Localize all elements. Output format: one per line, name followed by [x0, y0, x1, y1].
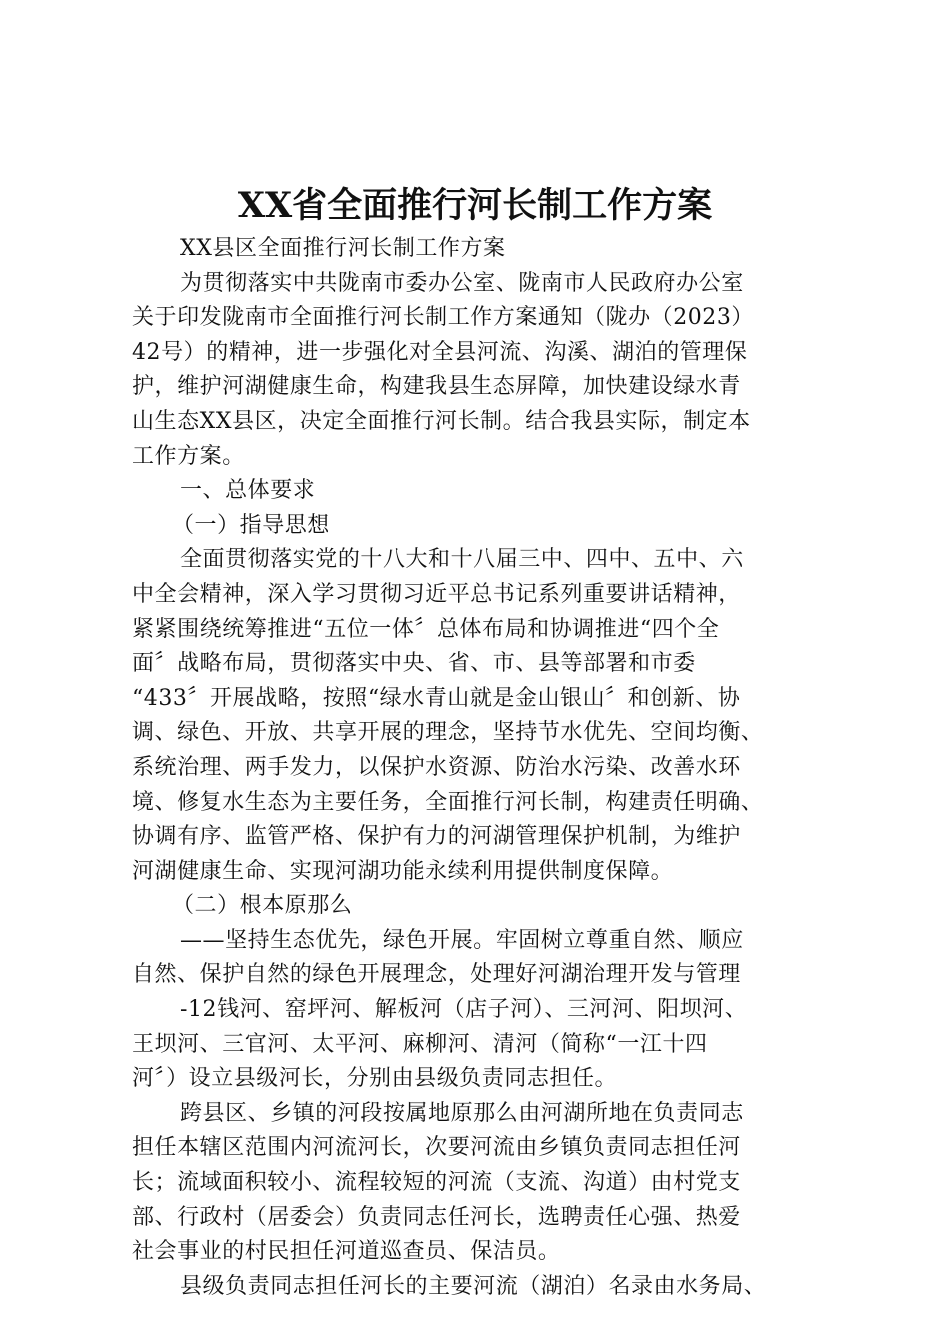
document-title: XX省全面推行河长制工作方案 [237, 185, 713, 226]
paragraph-line: 为贯彻落实中共陇南市委办公室、陇南市人民政府办公室 [180, 270, 744, 296]
paragraph-line: 河〞）设立县级河长，分别由县级负责同志担任。 [132, 1066, 618, 1092]
subsection-heading: （一）指导思想 [172, 512, 330, 538]
paragraph-line: 长；流域面积较小、流程较短的河流（支流、沟道）由村党支 [132, 1170, 741, 1196]
paragraph-line: 关于印发陇南市全面推行河长制工作方案通知（陇办（2023） [132, 305, 754, 331]
paragraph-line: 河湖健康生命、实现河湖功能永续利用提供制度保障。 [132, 858, 674, 884]
paragraph-line: 面〞战略布局，贯彻落实中央、省、市、县等部署和市委 [132, 651, 696, 677]
paragraph-line: 山生态XX县区，决定全面推行河长制。结合我县实际，制定本 [132, 408, 751, 434]
paragraph-line: XX县区全面推行河长制工作方案 [180, 236, 506, 261]
paragraph-line: 跨县区、乡镇的河段按属地原那么由河湖所地在负责同志 [180, 1100, 744, 1126]
paragraph-line: ——坚持生态优先，绿色开展。牢固树立尊重自然、顺应 [180, 927, 744, 953]
paragraph-line: 全面贯彻落实党的十八大和十八届三中、四中、五中、六 [180, 547, 744, 573]
paragraph-line: 工作方案。 [132, 443, 245, 469]
paragraph-line: 境、修复水生态为主要任务，全面推行河长制，构建责任明确、 [132, 789, 764, 815]
document-body [132, 232, 842, 1304]
paragraph-line: 社会事业的村民担任河道巡查员、保洁员。 [132, 1239, 561, 1265]
paragraph-line: 县级负责同志担任河长的主要河流（湖泊）名录由水务局、 [180, 1273, 767, 1299]
paragraph-line: 调、绿色、开放、共享开展的理念，坚持节水优先、空间均衡、 [132, 720, 764, 746]
paragraph-line: 42号）的精神，进一步强化对全县河流、沟溪、湖泊的管理保 [132, 339, 748, 365]
section-heading: 一、总体要求 [180, 478, 316, 504]
paragraph-line: 紧紧围绕统筹推进“五位一体〞总体布局和协调推进“四个全 [132, 616, 720, 642]
subsection-heading: （二）根本原那么 [172, 893, 353, 919]
paragraph-line: 协调有序、监管严格、保护有力的河湖管理保护机制，为维护 [132, 824, 741, 850]
paragraph-line: -12钱河、窑坪河、解板河（店子河）、三河河、阳坝河、 [180, 997, 748, 1023]
paragraph-line: 护，维护河湖健康生命，构建我县生态屏障，加快建设绿水青 [132, 374, 741, 400]
paragraph-line: 系统治理、两手发力，以保护水资源、防治水污染、改善水环 [132, 754, 741, 780]
paragraph-line: 中全会精神，深入学习贯彻习近平总书记系列重要讲话精神， [132, 581, 741, 607]
paragraph-line: “433〞开展战略，按照“绿水青山就是金山银山〞和创新、协 [132, 685, 741, 711]
paragraph-line: 王坝河、三官河、太平河、麻柳河、清河（简称“一江十四 [132, 1031, 708, 1057]
paragraph-line: 担任本辖区范围内河流河长，次要河流由乡镇负责同志担任河 [132, 1135, 741, 1161]
paragraph-line: 自然、保护自然的绿色开展理念，处理好河湖治理开发与管理 [132, 962, 741, 988]
paragraph-line: 部、行政村（居委会）负责同志任河长，选聘责任心强、热爱 [132, 1204, 741, 1230]
